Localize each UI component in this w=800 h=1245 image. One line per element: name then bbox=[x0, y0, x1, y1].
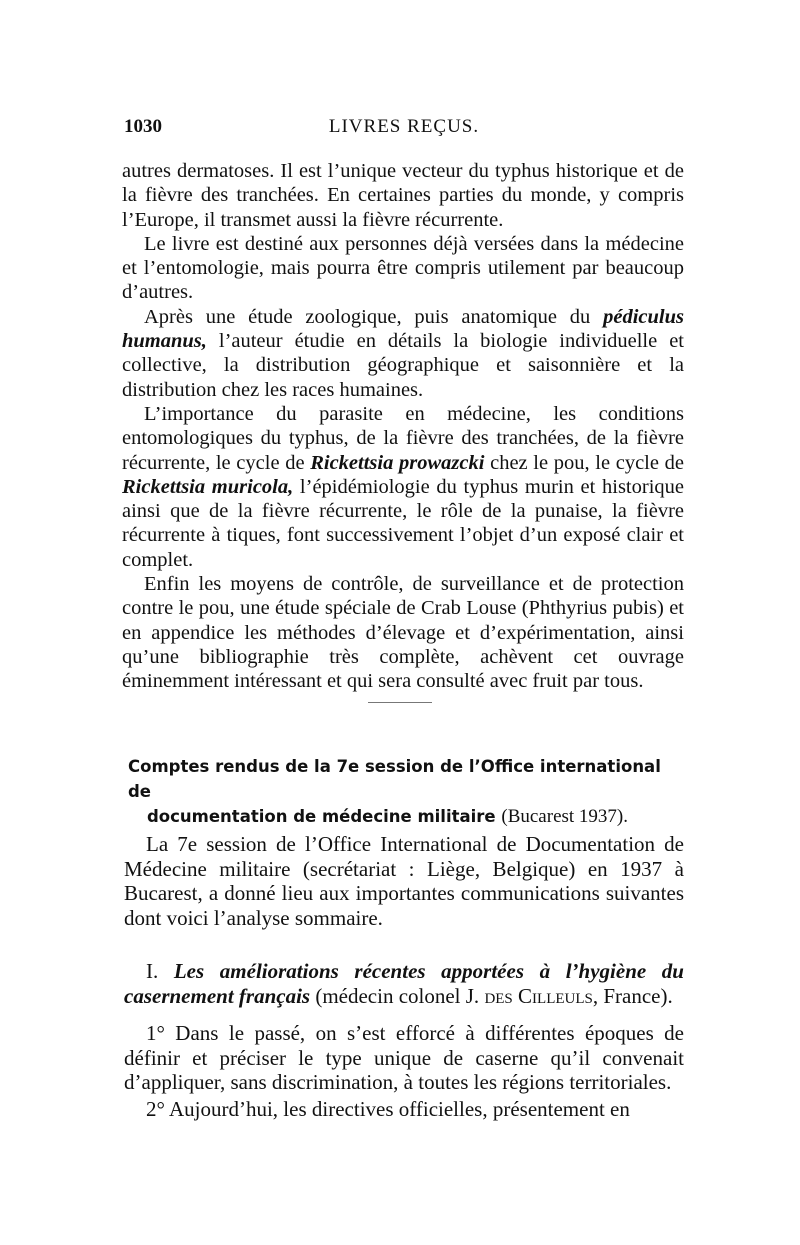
heading-line-1: Comptes rendus de la 7e session de l’Office international de bbox=[128, 757, 661, 801]
paragraph: Enfin les moyens de contrôle, de surveillance et de protection contre le pou, une étude spéciale de Crab Louse (Phthyrius pubis) et en appendice les méthodes d’élevage et d’expérimentation, ainsi qu’une bibliographie très complète, achèvent cet ouvrage éminemment intéressant et qui sera consulté avec fruit par tous. bbox=[122, 573, 684, 693]
paragraph: I. Les améliorations récentes apportées à l’hygiène du casernement français (médecin colonel J. des Cilleuls, France). bbox=[124, 959, 684, 1008]
publication-place: (Bucarest 1937). bbox=[501, 806, 629, 827]
section-heading bbox=[128, 754, 684, 829]
italic-term: pédiculus humanus, bbox=[122, 305, 684, 353]
points bbox=[124, 1021, 684, 1121]
heading-line-2: documentation de médecine militaire (Bucarest 1937). bbox=[147, 806, 629, 827]
section-intro bbox=[124, 832, 684, 930]
page-header bbox=[124, 116, 684, 146]
item-title: Les améliorations récentes apportées à l’hygiène du casernement français bbox=[124, 959, 684, 1008]
page-number: 1030 bbox=[124, 116, 162, 137]
communication-item bbox=[124, 959, 684, 1008]
paragraph: 1° Dans le passé, on s’est efforcé à différentes époques de définir et préciser le type unique de caserne qu’il convenait d’appliquer, sans discrimination, à toutes les régions territoriales. bbox=[124, 1021, 684, 1094]
paragraph: La 7e session de l’Office International de Documentation de Médecine militaire (secrétariat : Liège, Belgique) en 1937 à Bucarest, a donné lieu aux importantes communications suivantes dont voici l’analyse sommaire. bbox=[124, 832, 684, 930]
paragraph: L’importance du parasite en médecine, les conditions entomologiques du typhus, de la fièvre des tranchées, de la fièvre récurrente, le cycle de Rickettsia prowazcki chez le pou, le cycle de Rickettsia muricola, l’épidémiologie du typhus murin et historique ainsi que de la fièvre récurrente, le rôle de la punaise, la fièvre récurrente à tiques, font successivement l’objet d’un exposé clair et complet. bbox=[122, 402, 684, 571]
paragraph: autres dermatoses. Il est l’unique vecteur du typhus historique et de la fièvre des tranchées. En certaines parties du monde, y compris l’Europe, il transmet aussi la fièvre récurrente. bbox=[122, 160, 684, 231]
italic-term: Rickettsia prowazcki bbox=[310, 451, 485, 474]
review-text bbox=[122, 159, 684, 694]
paragraph: Après une étude zoologique, puis anatomique du pédiculus humanus, l’auteur étudie en détails la biologie individuelle et collective, la distribution géographique et saisonnière et la distribution chez les races humaines. bbox=[122, 305, 684, 401]
paragraph: Le livre est destiné aux personnes déjà versées dans la médecine et l’entomologie, mais pourra être compris utilement par beaucoup d’autres. bbox=[122, 232, 684, 304]
italic-term: Rickettsia muricola, bbox=[122, 475, 294, 498]
section-divider bbox=[368, 702, 432, 703]
author-name: des Cilleuls bbox=[484, 983, 593, 1008]
paragraph: 2° Aujourd’hui, les directives officielles, présentement en bbox=[146, 1096, 630, 1121]
running-title: LIVRES REÇUS. bbox=[328, 116, 480, 137]
